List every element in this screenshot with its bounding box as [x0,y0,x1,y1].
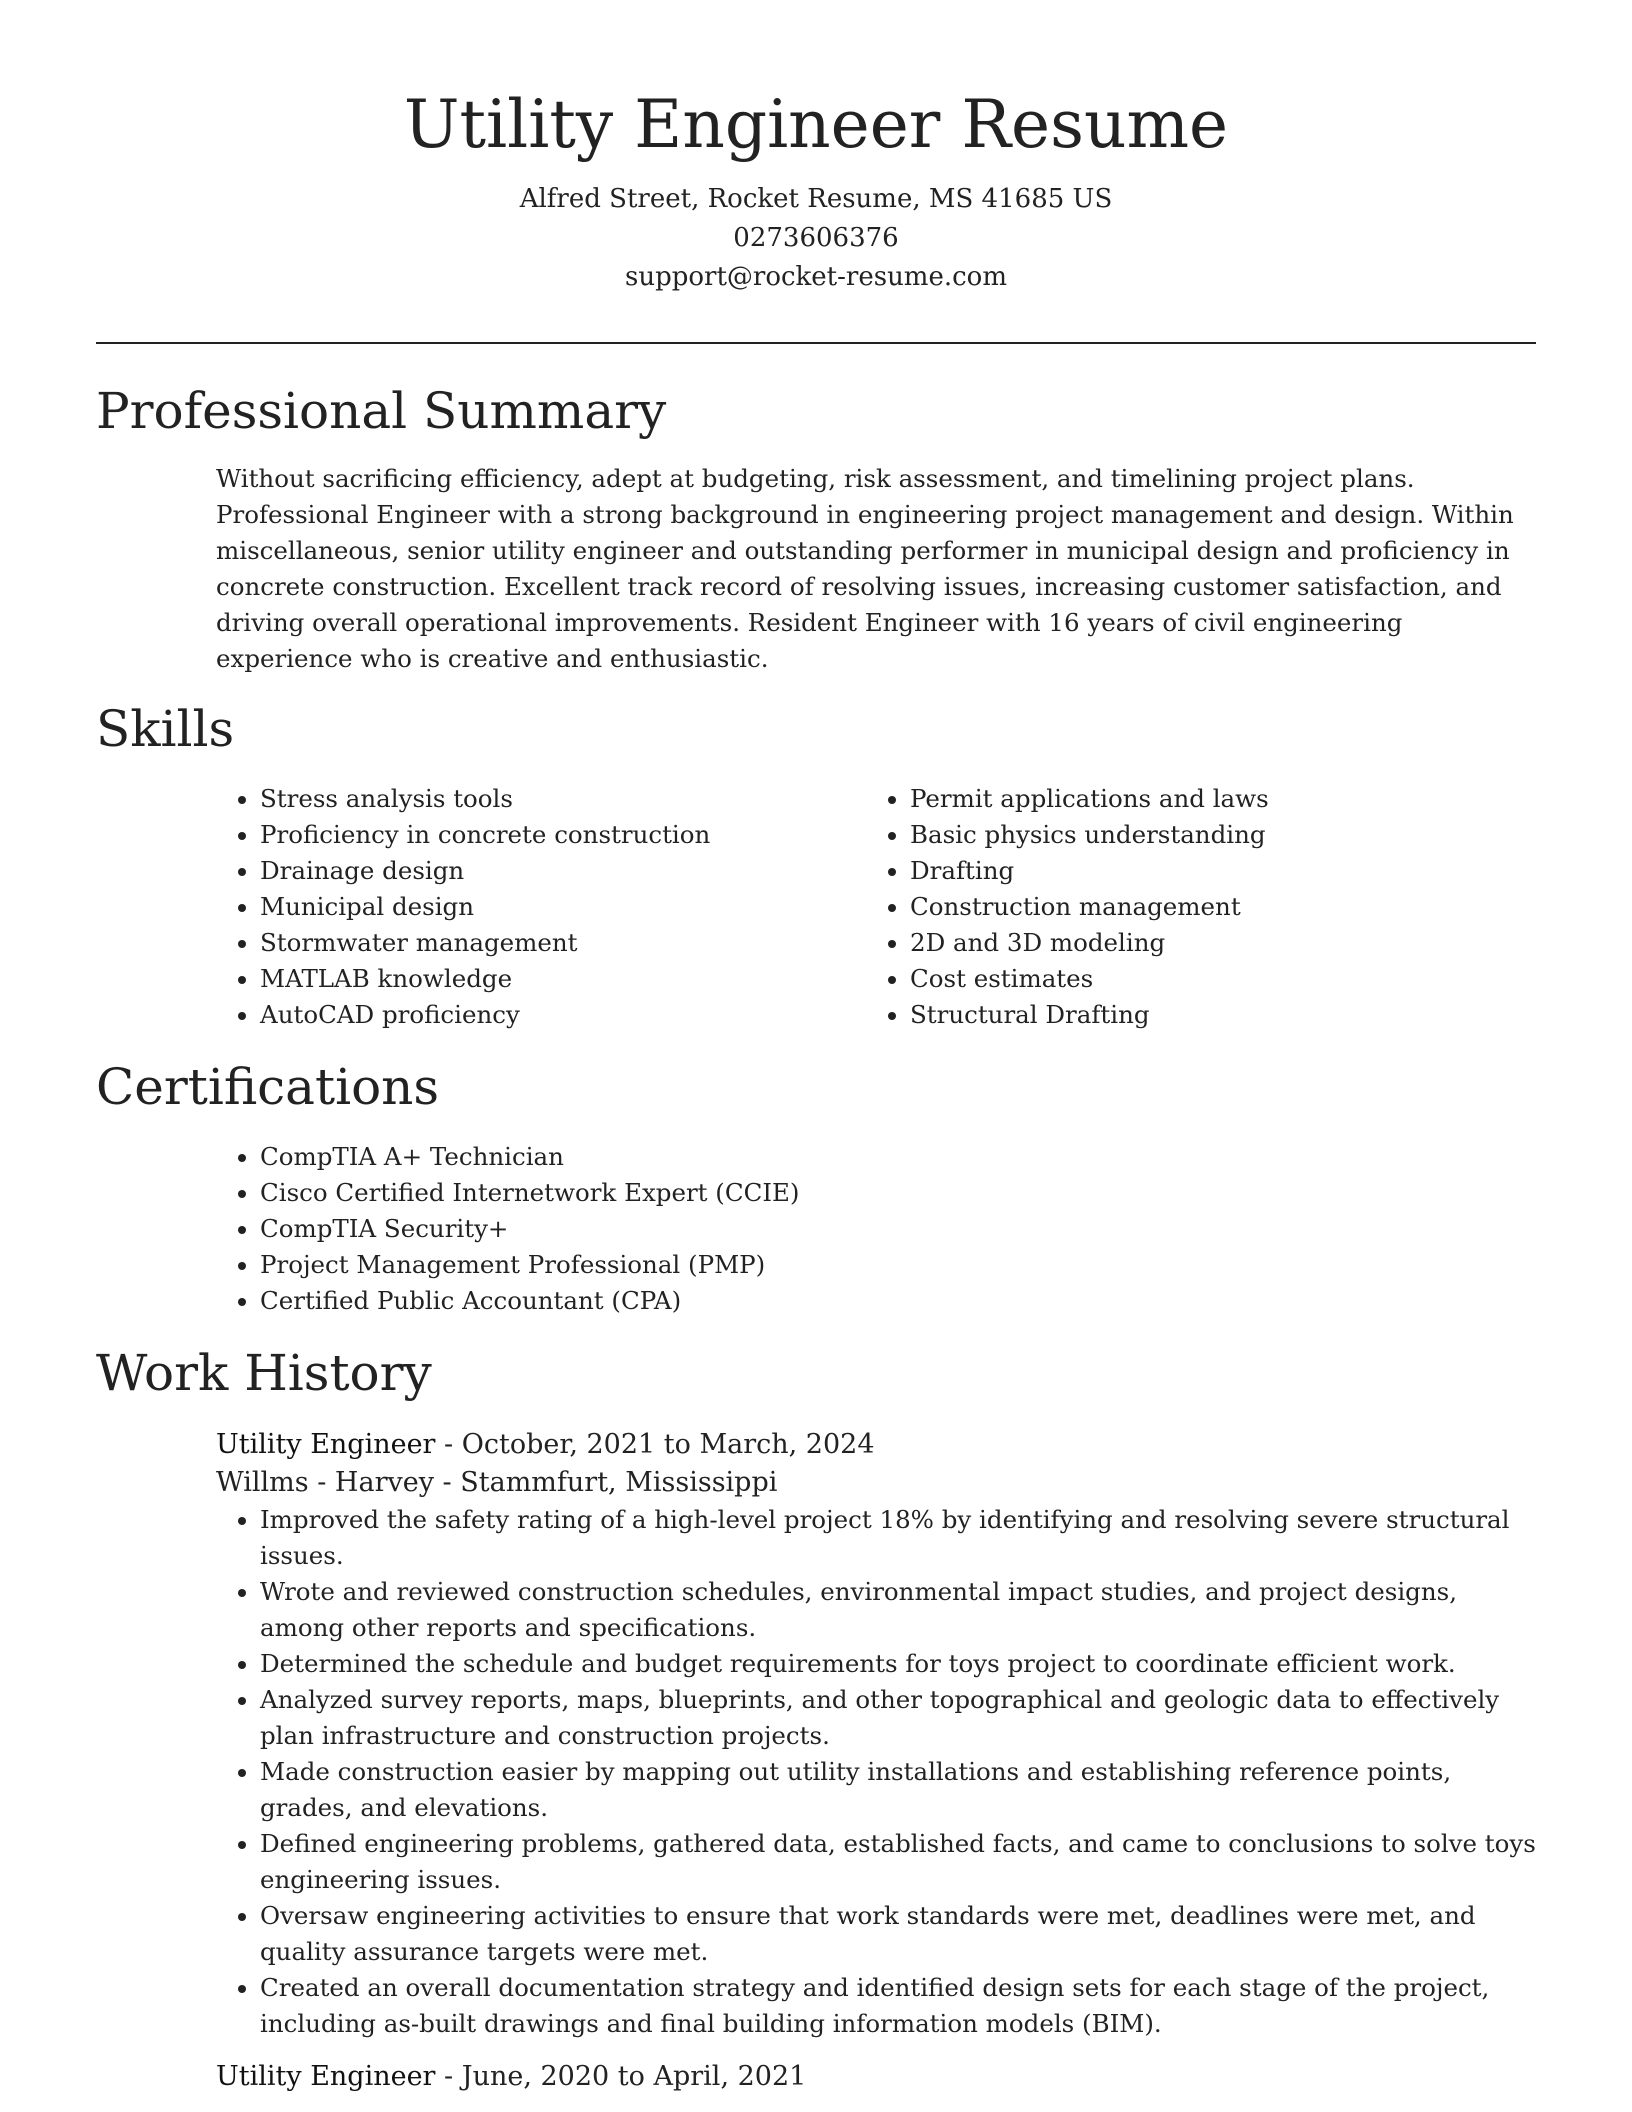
job-employer-line [216,1464,1546,1502]
job-employer: Willms - Harvey [216,1467,434,1498]
job-title-line [216,1426,1546,1464]
work-history-heading: Work History [96,1344,432,1402]
job-title: Utility Engineer [216,1429,436,1460]
certifications-list [216,1139,1516,1319]
certification-item: • CompTIA A+ Technician [260,1139,1516,1175]
skills-list-left [216,781,856,1033]
certification-item: • Certified Public Accountant (CPA) [260,1283,1516,1319]
header-divider [96,342,1536,344]
job-entry [216,2058,1546,2096]
certifications-block [216,1139,1516,1319]
skill-item: • Stormwater management [260,925,856,961]
skill-item: • Permit applications and laws [910,781,1506,817]
job-responsibilities [216,1502,1546,2042]
skill-item: • 2D and 3D modeling [910,925,1506,961]
responsibility-item: • Defined engineering problems, gathered data, established facts, and came to conclusions to solve toys engineering issues. [260,1826,1546,1898]
summary-heading: Professional Summary [96,382,667,440]
summary-text: Without sacrificing efficiency, adept at budgeting, risk assessment, and timelining project plans. Professional Engineer with a strong background in engineering project management and design. Within miscellaneous, senior utility engineer and outstanding performer in municipal design and proficiency in concrete construction. Excellent track record of resolving issues, increasing customer satisfaction, and driving overall operational improvements. Resident Engineer with 16 years of civil engineering experience who is creative and enthusiastic. [216,464,1514,673]
certification-item: • CompTIA Security+ [260,1211,1516,1247]
job-location: - Stammfurt, Mississippi [433,1467,778,1498]
responsibility-item: • Wrote and reviewed construction schedules, environmental impact studies, and project designs, among other reports and specifications. [260,1574,1546,1646]
skill-item: • Proficiency in concrete construction [260,817,856,853]
skill-item: • Construction management [910,889,1506,925]
skills-list-right [866,781,1506,1033]
skill-item: • MATLAB knowledge [260,961,856,997]
responsibility-item: • Made construction easier by mapping out utility installations and establishing reference points, grades, and elevations. [260,1754,1546,1826]
skill-item: • AutoCAD proficiency [260,997,856,1033]
responsibility-item: • Improved the safety rating of a high-level project 18% by identifying and resolving severe structural issues. [260,1502,1546,1574]
contact-phone: 0273606376 [733,223,899,253]
job-dates: - June, 2020 to April, 2021 [435,2061,807,2092]
certifications-heading: Certifications [96,1058,440,1116]
certification-item: • Project Management Professional (PMP) [260,1247,1516,1283]
skill-item: • Drafting [910,853,1506,889]
skills-column-left [216,781,856,1033]
certification-item: • Cisco Certified Internetwork Expert (CCIE) [260,1175,1516,1211]
skills-column-right [866,781,1506,1033]
job-entry [216,1426,1546,2042]
skill-item: • Drainage design [260,853,856,889]
resume-header [96,80,1536,297]
contact-info [96,180,1536,297]
contact-address: Alfred Street, Rocket Resume, MS 41685 US [519,184,1113,214]
responsibility-item: • Oversaw engineering activities to ensure that work standards were met, deadlines were met, and quality assurance targets were met. [260,1898,1546,1970]
responsibility-item: • Analyzed survey reports, maps, blueprints, and other topographical and geologic data to effectively plan infrastructure and construction projects. [260,1682,1546,1754]
skill-item: • Basic physics understanding [910,817,1506,853]
skill-item: • Cost estimates [910,961,1506,997]
job-title-line [216,2058,1546,2096]
skills-heading: Skills [96,700,235,758]
skill-item: • Stress analysis tools [260,781,856,817]
responsibility-item: • Determined the schedule and budget requirements for toys project to coordinate efficient work. [260,1646,1546,1682]
job-dates: - October, 2021 to March, 2024 [435,1429,875,1460]
responsibility-item: • Created an overall documentation strategy and identified design sets for each stage of the project, including as-built drawings and final building information models (BIM). [260,1970,1546,2042]
page-title: Utility Engineer Resume [403,86,1229,163]
skill-item: • Municipal design [260,889,856,925]
contact-email: support@rocket-resume.com [624,262,1007,292]
skill-item: • Structural Drafting [910,997,1506,1033]
job-title: Utility Engineer [216,2061,436,2092]
